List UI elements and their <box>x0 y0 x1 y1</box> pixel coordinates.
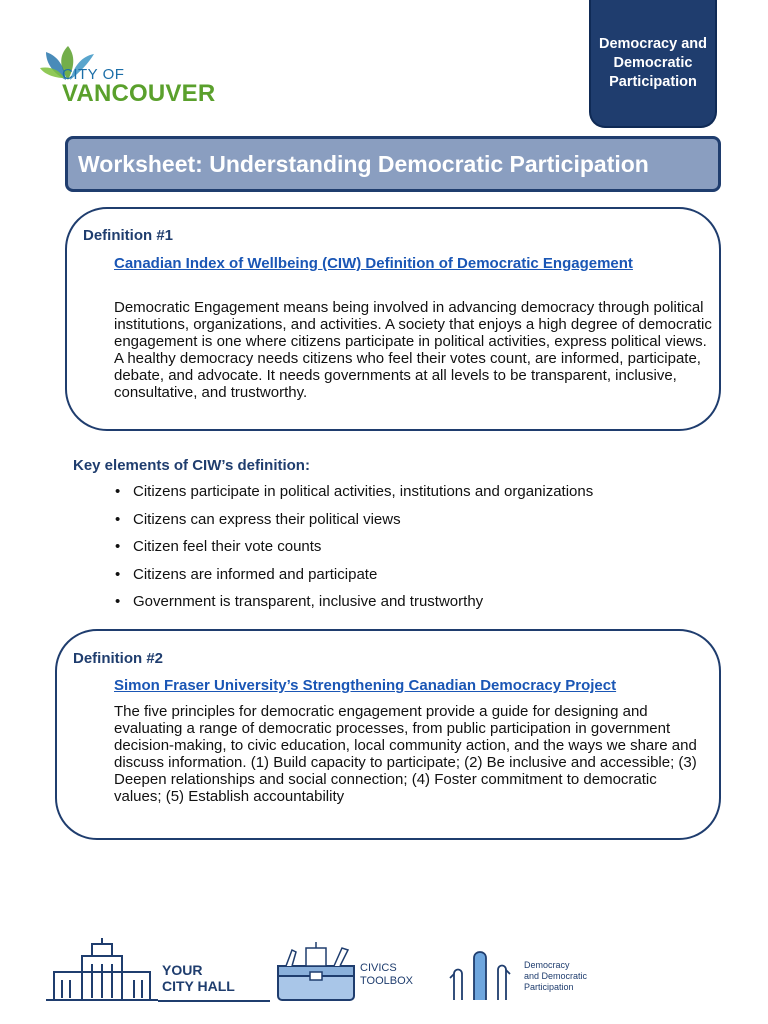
definition-2-box <box>55 629 721 840</box>
definition-2-body: The five principles for democratic engagement provide a guide for designing and evaluating a range of democratic processes, from public participation in government decision-making, to civic education, local community action, and the ways we share and discuss information. (1) Build capacity to participate; (2) Be inclusive and accessible; (3) Deepen relationships and social connection; (4) Foster commitment to democratic values; (5) Establish accountability <box>114 703 697 805</box>
democracy-label-1: Democracy <box>524 960 570 970</box>
definition-2-link[interactable]: Simon Fraser University’s Strengthening Canadian Democracy Project <box>114 677 617 694</box>
section-tab-label: Democracy and Democratic Participation <box>599 35 707 90</box>
list-item: • Government is transparent, inclusive and trustworthy <box>115 593 593 621</box>
definition-1-body: Democratic Engagement means being involved in advancing democracy through political institutions, organizations, and activities. A society that enjoys a high degree of democratic engagement is one where citizens participate in political activities, express political views. A healthy democracy needs citizens who feel their votes count, are informed, participate, debate, and advocate. It needs governments at all levels to be transparent, inclusive, consultative, and trustworthy. <box>114 299 712 401</box>
list-item: • Citizens are informed and participate <box>115 566 593 594</box>
civics-toolbox-label-2: TOOLBOX <box>360 975 413 987</box>
democracy-label-2: and Democratic <box>524 971 588 981</box>
city-of-vancouver-logo <box>40 42 216 112</box>
city-hall-label-2: CITY HALL <box>162 978 235 994</box>
list-item: • Citizens can express their political views <box>115 511 593 539</box>
definition-2-heading: Definition #2 <box>73 650 164 667</box>
civics-toolbox-label-1: CIVICS <box>360 962 397 974</box>
toolbox-icon <box>276 940 356 1002</box>
key-elements-list <box>115 483 593 621</box>
logo-text-vancouver: VANCOUVER <box>62 80 216 107</box>
raised-hands-icon <box>448 944 518 1002</box>
footer-city-hall <box>46 938 270 1004</box>
democracy-label-3: Participation <box>524 982 574 992</box>
logo-text-city-of: CITY OF <box>62 66 125 83</box>
page-title: Worksheet: Understanding Democratic Participation <box>78 150 649 177</box>
worksheet-title-bar <box>65 136 721 192</box>
key-elements-heading: Key elements of CIW’s definition: <box>73 457 310 474</box>
definition-1-heading: Definition #1 <box>83 227 174 244</box>
list-item: • Citizens participate in political activities, institutions and organizations <box>115 483 593 511</box>
section-tab <box>589 0 717 128</box>
list-item: • Citizen feel their vote counts <box>115 538 593 566</box>
definition-1-link[interactable]: Canadian Index of Wellbeing (CIW) Definition of Democratic Engagement <box>114 255 633 272</box>
city-hall-icon <box>46 938 158 1002</box>
footer-civics-toolbox <box>276 940 428 1002</box>
definition-1-box <box>65 207 721 431</box>
city-hall-label-1: YOUR <box>162 962 203 978</box>
footer-democracy <box>448 944 608 1002</box>
